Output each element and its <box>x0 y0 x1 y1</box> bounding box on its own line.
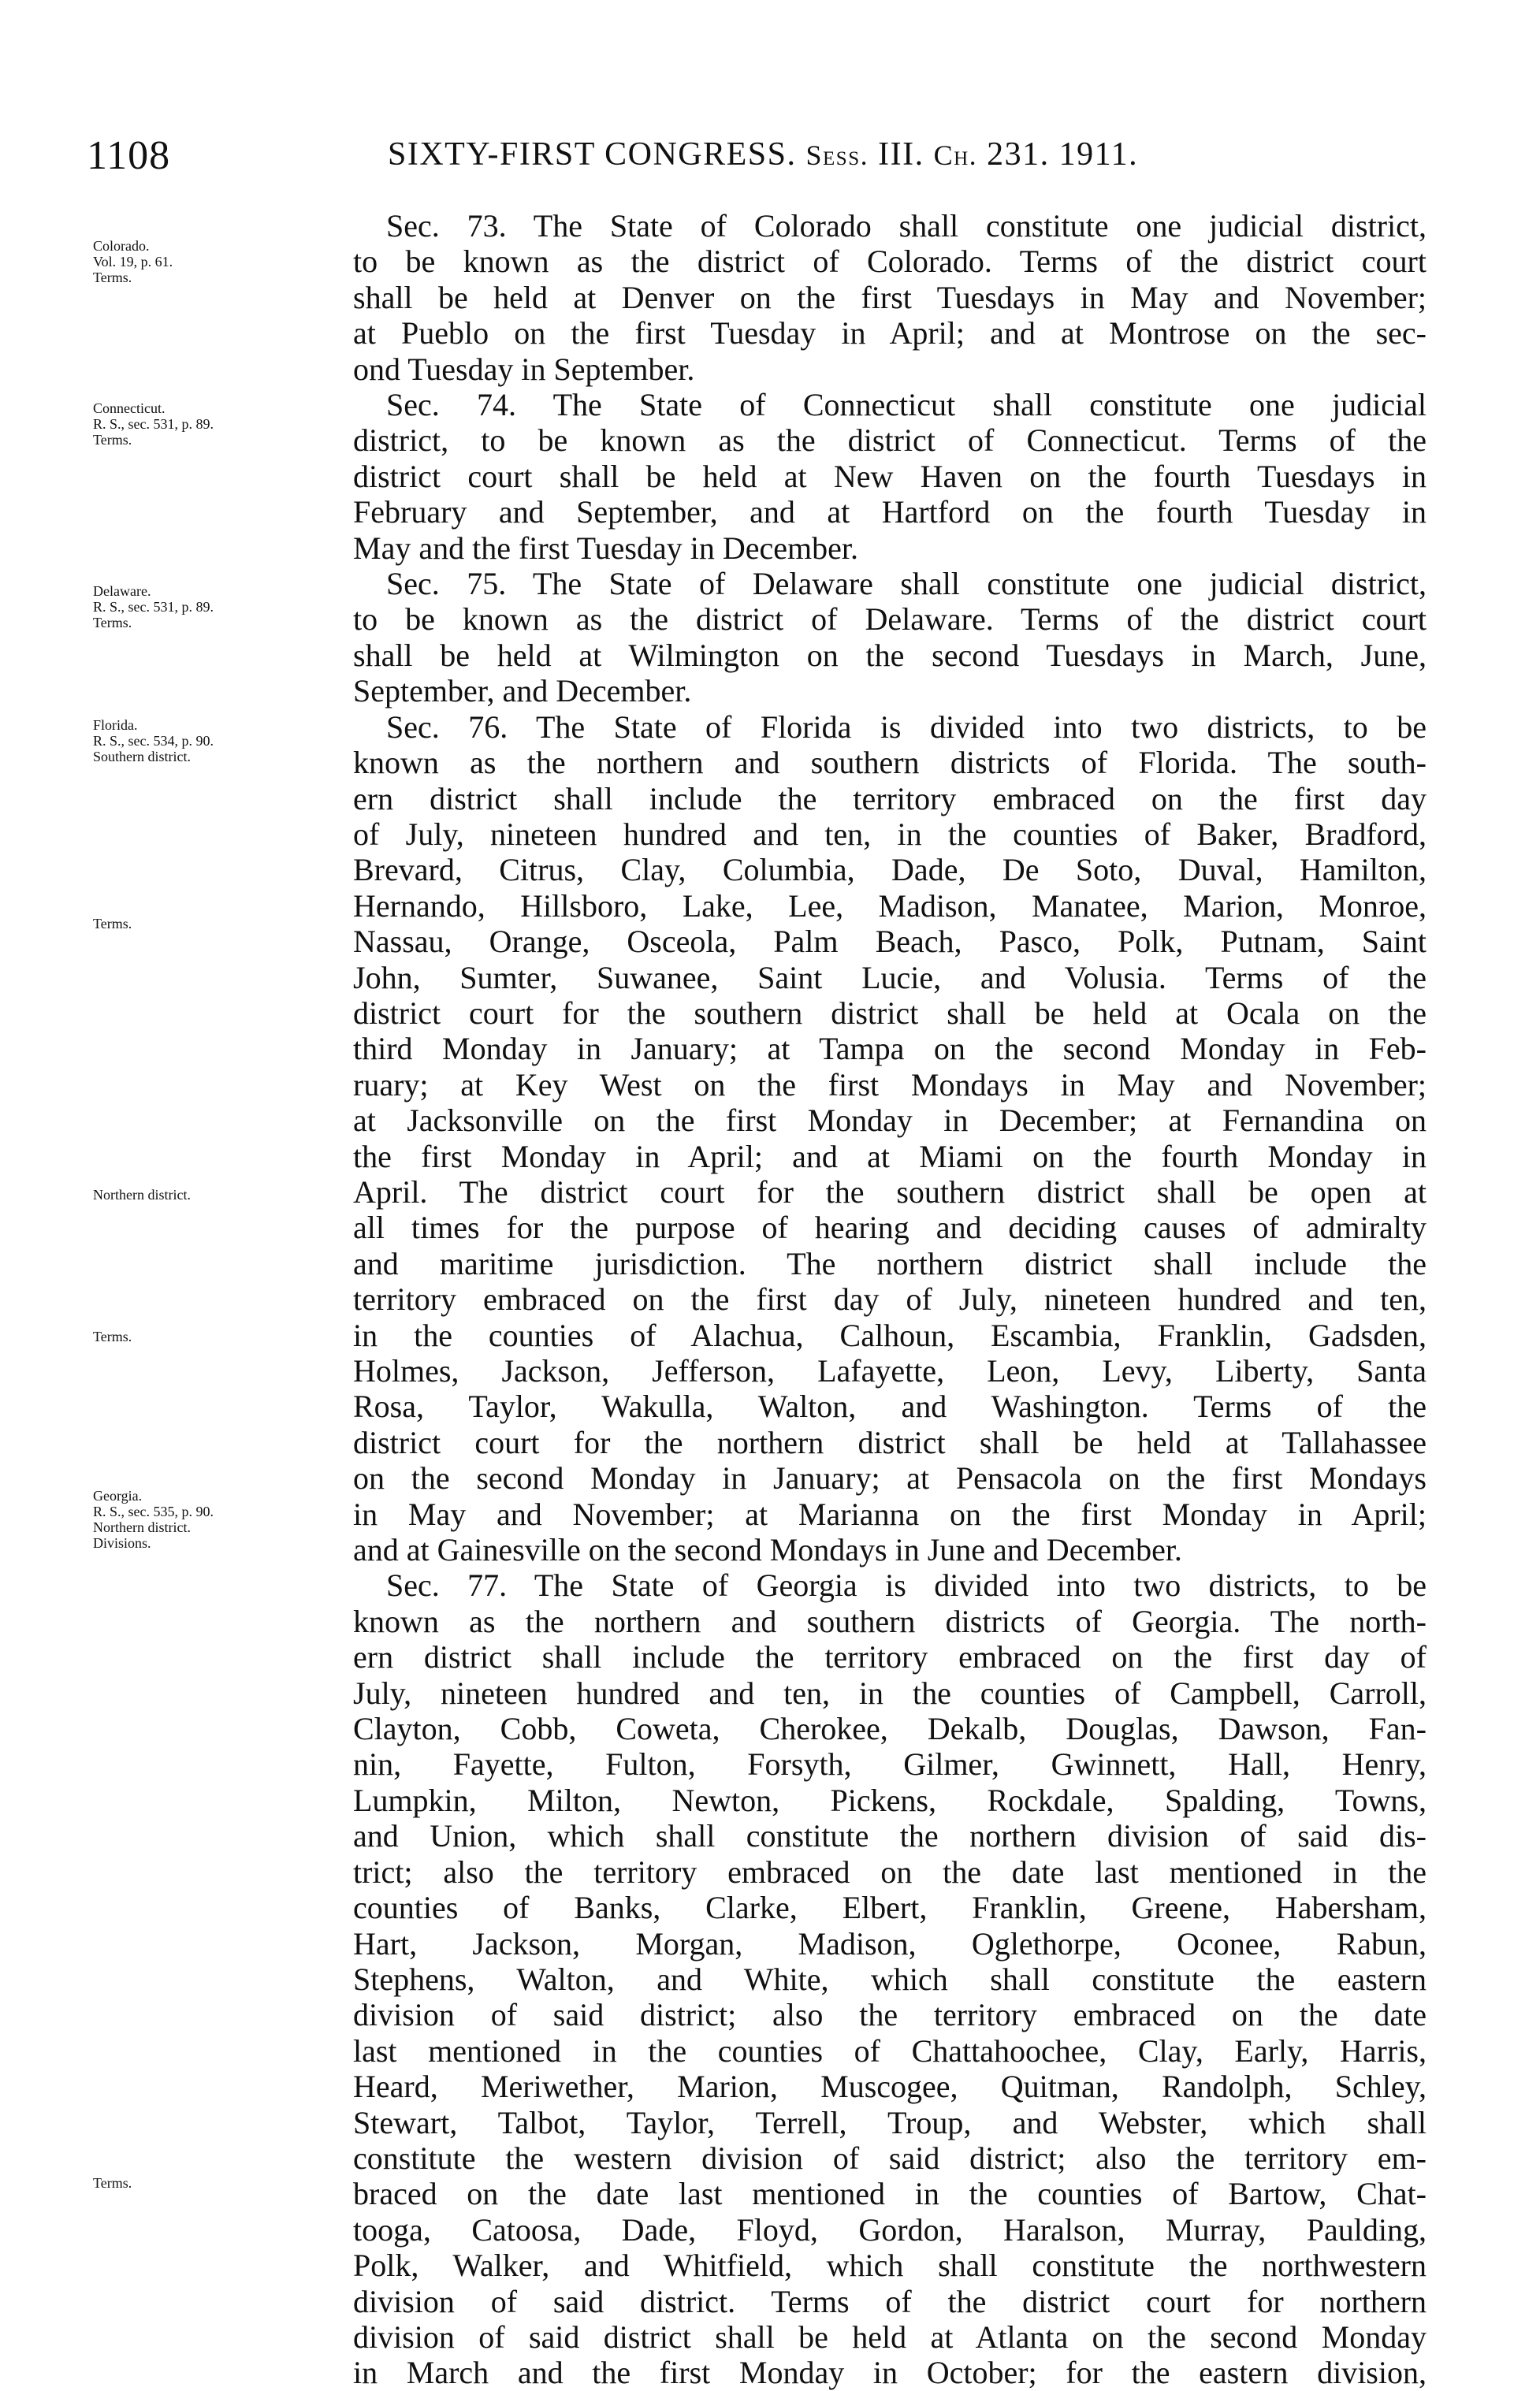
text-line: last mentioned in the counties of Chattahoochee, Clay, Early, Harris, <box>353 2032 1427 2069</box>
text-line: shall be held at Denver on the first Tuesdays in May and November; <box>353 279 1427 315</box>
text-line: Holmes, Jackson, Jefferson, Lafayette, Leon, Levy, Liberty, Santa <box>353 1353 1427 1389</box>
text-line: ruary; at Key West on the first Mondays in May and November; <box>353 1066 1427 1103</box>
text-line: Clayton, Cobb, Coweta, Cherokee, Dekalb, Douglas, Dawson, Fan- <box>353 1711 1427 1747</box>
text-line: division of said district; also the territory embraced on the date <box>353 1997 1427 2033</box>
page-number: 1108 <box>87 133 171 178</box>
note-line: Southern district. <box>93 749 191 764</box>
text-line: nin, Fayette, Fulton, Forsyth, Gilmer, Gwinnett, Hall, Henry, <box>353 1746 1427 1783</box>
margin-note-florida-northern-terms: Terms. <box>93 1329 132 1344</box>
running-head <box>388 136 1138 173</box>
text-line: July, nineteen hundred and ten, in the counties of Campbell, Carroll, <box>353 1675 1427 1711</box>
note-line: R. S., sec. 531, p. 89. <box>93 416 214 432</box>
note-line: Colorado. <box>93 238 150 254</box>
text-line: Sec. 75. The State of Delaware shall constitute one judicial district, <box>386 566 1427 602</box>
text-line: and maritime jurisdiction. The northern district shall include the <box>353 1245 1427 1281</box>
text-line: known as the northern and southern districts of Florida. The south- <box>353 745 1427 781</box>
text-line: Sec. 77. The State of Georgia is divided into two districts, to be <box>386 1567 1427 1604</box>
running-head-chapter-label: Ch. <box>933 139 978 171</box>
text-line: ern district shall include the territory embraced on the first day of <box>353 1639 1427 1675</box>
text-line: Sec. 74. The State of Connecticut shall constitute one judicial <box>386 387 1427 423</box>
text-line: Stewart, Talbot, Taylor, Terrell, Troup, and Webster, which shall <box>353 2104 1427 2140</box>
text-line: and Union, which shall constitute the northern division of said dis- <box>353 1818 1427 1854</box>
note-line: Vol. 19, p. 61. <box>93 254 173 270</box>
note-line: Northern district. <box>93 1519 191 1535</box>
statute-text <box>353 208 1427 2391</box>
note-line: Terms. <box>93 432 132 448</box>
text-line: district, to be known as the district of Connecticut. Terms of the <box>353 422 1427 459</box>
text-line: at Jacksonville on the first Monday in December; at Fernandina on <box>353 1103 1427 1139</box>
text-line: tooga, Catoosa, Dade, Floyd, Gordon, Haralson, Murray, Paulding, <box>353 2211 1427 2248</box>
running-head-session-label: Sess. <box>805 139 869 171</box>
text-line: braced on the date last mentioned in the counties of Bartow, Chat- <box>353 2176 1427 2212</box>
text-line: ern district shall include the territory embraced on the first day <box>353 780 1427 816</box>
note-line: Divisions. <box>93 1535 151 1551</box>
text-line: April. The district court for the southern district shall be open at <box>353 1173 1427 1210</box>
text-line: the first Monday in April; and at Miami on the fourth Monday in <box>353 1138 1427 1174</box>
running-head-year: 1911. <box>1058 136 1139 173</box>
text-line: Sec. 76. The State of Florida is divided into two districts, to be <box>386 708 1427 745</box>
text-line: in May and November; at Marianna on the first Monday in April; <box>353 1496 1427 1532</box>
text-line: Nassau, Orange, Osceola, Palm Beach, Pasco, Polk, Putnam, Saint <box>353 924 1427 960</box>
text-line: Hernando, Hillsboro, Lake, Lee, Madison, Manatee, Marion, Monroe, <box>353 887 1427 924</box>
text-line: district court for the northern district shall be held at Tallahassee <box>353 1424 1427 1460</box>
text-line: of July, nineteen hundred and ten, in the counties of Baker, Bradford, <box>353 816 1427 852</box>
running-head-session: III. <box>878 136 924 173</box>
text-line: district court shall be held at New Haven on the fourth Tuesdays in <box>353 458 1427 494</box>
text-line: May and the first Tuesday in December. <box>353 530 858 566</box>
text-line: Rosa, Taylor, Wakulla, Walton, and Washington. Terms of the <box>353 1389 1427 1425</box>
note-line: Terms. <box>93 270 132 285</box>
margin-note-colorado <box>93 238 173 285</box>
margin-note-delaware <box>93 583 214 630</box>
text-line: all times for the purpose of hearing and deciding causes of admiralty <box>353 1210 1427 1246</box>
text-line: Polk, Walker, and Whitfield, which shall constitute the northwestern <box>353 2248 1427 2284</box>
note-line: Terms. <box>93 615 132 630</box>
section-76 <box>353 709 1427 1568</box>
margin-note-georgia-terms: Terms. <box>93 2175 132 2191</box>
text-line: Lumpkin, Milton, Newton, Pickens, Rockdale, Spalding, Towns, <box>353 1782 1427 1818</box>
section-73 <box>353 208 1427 387</box>
running-head-chapter: 231. <box>987 136 1050 173</box>
note-line: R. S., sec. 535, p. 90. <box>93 1504 214 1519</box>
text-line: Heard, Meriwether, Marion, Muscogee, Quitman, Randolph, Schley, <box>353 2069 1427 2105</box>
section-75 <box>353 566 1427 709</box>
text-line: trict; also the territory embraced on the date last mentioned in the <box>353 1854 1427 1890</box>
text-line: September, and December. <box>353 673 692 709</box>
note-line: Delaware. <box>93 583 151 599</box>
margin-note-florida-northern: Northern district. <box>93 1187 191 1203</box>
section-74 <box>353 387 1427 566</box>
margin-note-georgia <box>93 1488 214 1551</box>
text-line: in March and the first Monday in October; for the eastern division, <box>353 2355 1427 2391</box>
note-line: R. S., sec. 534, p. 90. <box>93 733 214 749</box>
text-line: counties of Banks, Clarke, Elbert, Franklin, Greene, Habersham, <box>353 1890 1427 1926</box>
text-line: known as the northern and southern districts of Georgia. The north- <box>353 1603 1427 1639</box>
margin-note-florida-terms: Terms. <box>93 916 132 931</box>
text-line: ond Tuesday in September. <box>353 351 695 387</box>
text-line: on the second Monday in January; at Pensacola on the first Mondays <box>353 1460 1427 1497</box>
text-line: division of said district. Terms of the district court for northern <box>353 2283 1427 2319</box>
section-77 <box>353 1567 1427 2390</box>
note-line: Connecticut. <box>93 400 166 416</box>
note-line: Georgia. <box>93 1488 143 1504</box>
running-head-congress: SIXTY-FIRST CONGRESS. <box>388 136 797 173</box>
text-line: division of said district shall be held at Atlanta on the second Monday <box>353 2318 1427 2355</box>
margin-note-connecticut <box>93 400 214 448</box>
text-line: Sec. 73. The State of Colorado shall constitute one judicial district, <box>386 208 1427 244</box>
text-line: John, Sumter, Suwanee, Saint Lucie, and Volusia. Terms of the <box>353 959 1427 995</box>
text-line: third Monday in January; at Tampa on the second Monday in Feb- <box>353 1031 1427 1067</box>
text-line: to be known as the district of Colorado. Terms of the district court <box>353 244 1427 280</box>
text-line: Hart, Jackson, Morgan, Madison, Oglethorpe, Oconee, Rabun, <box>353 1925 1427 1962</box>
margin-note-florida <box>93 717 214 764</box>
text-line: territory embraced on the first day of July, nineteen hundred and ten, <box>353 1281 1427 1318</box>
text-line: at Pueblo on the first Tuesday in April; and at Montrose on the sec- <box>353 315 1427 351</box>
text-line: in the counties of Alachua, Calhoun, Escambia, Franklin, Gadsden, <box>353 1317 1427 1353</box>
text-line: Stephens, Walton, and White, which shall constitute the eastern <box>353 1961 1427 1997</box>
text-line: and at Gainesville on the second Mondays in June and December. <box>353 1532 1182 1568</box>
note-line: R. S., sec. 531, p. 89. <box>93 599 214 615</box>
text-line: February and September, and at Hartford on the fourth Tuesday in <box>353 494 1427 530</box>
text-line: shall be held at Wilmington on the second Tuesdays in March, June, <box>353 637 1427 673</box>
text-line: district court for the southern district shall be held at Ocala on the <box>353 995 1427 1031</box>
text-line: constitute the western division of said district; also the territory em- <box>353 2140 1427 2176</box>
note-line: Florida. <box>93 717 138 733</box>
text-line: Brevard, Citrus, Clay, Columbia, Dade, De Soto, Duval, Hamilton, <box>353 852 1427 888</box>
text-line: to be known as the district of Delaware. Terms of the district court <box>353 601 1427 638</box>
